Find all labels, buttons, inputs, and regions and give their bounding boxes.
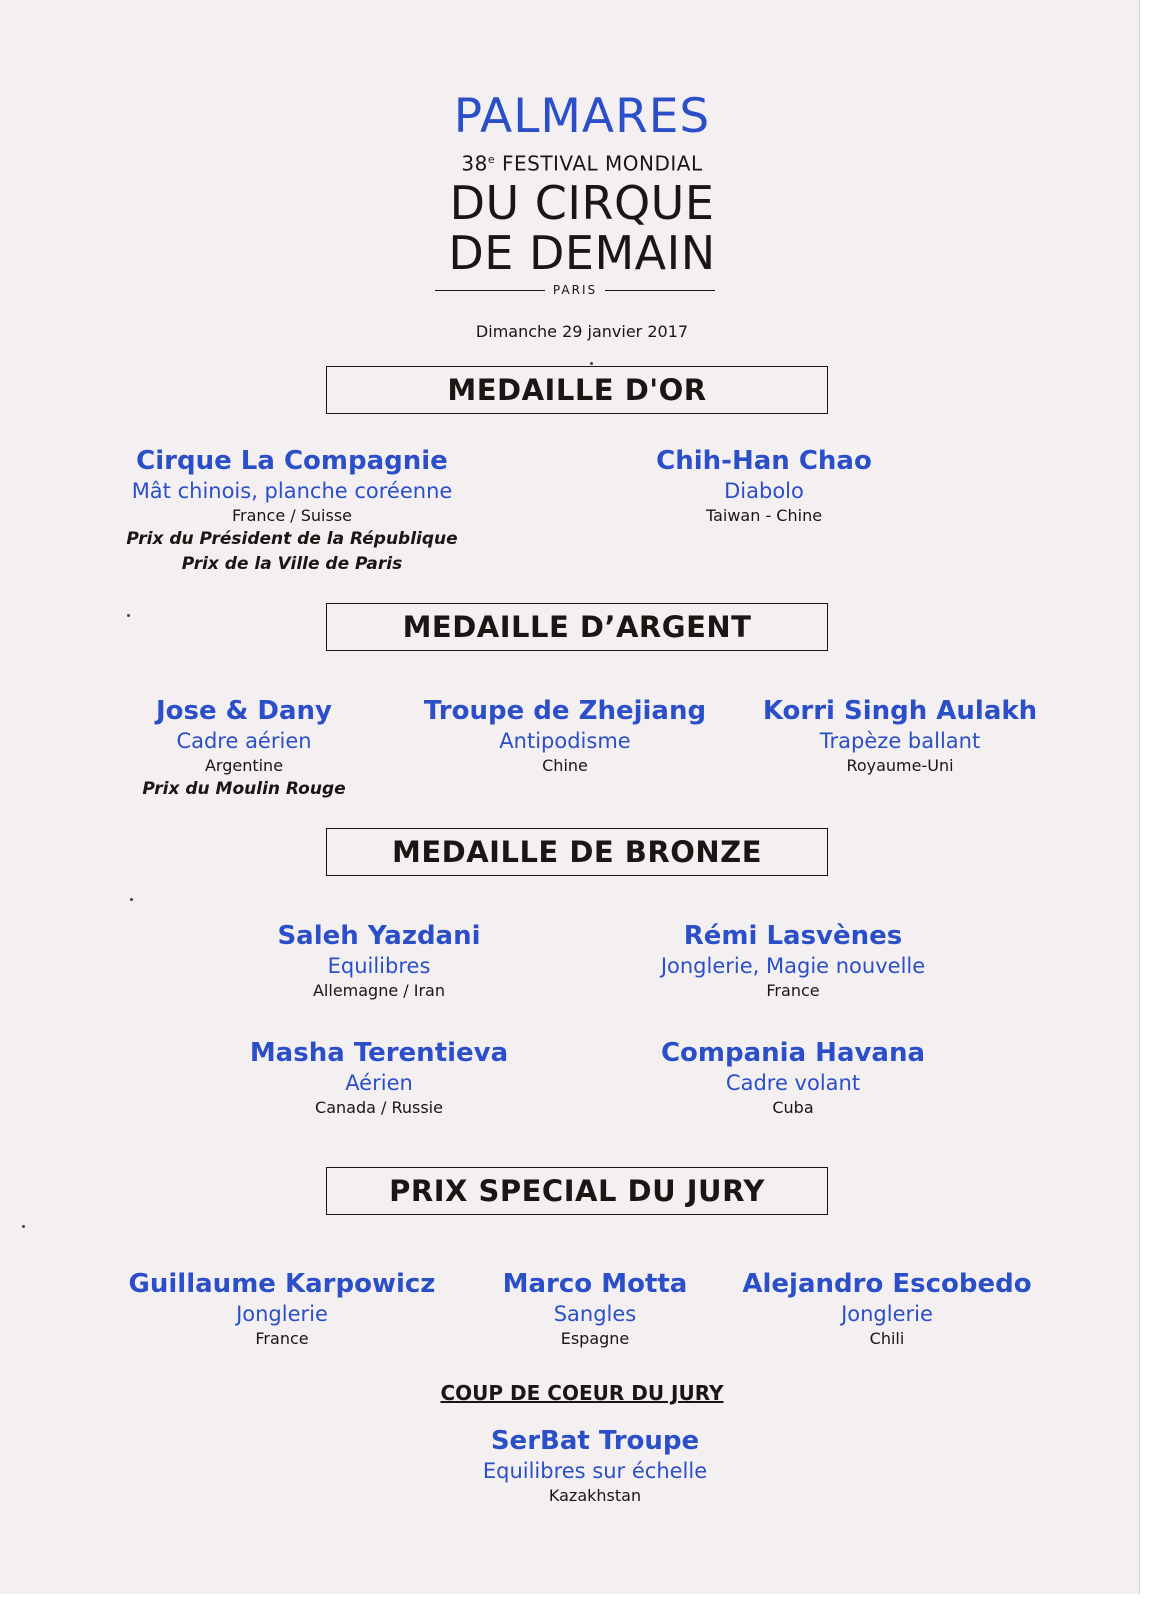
country: Royaume-Uni (846, 756, 954, 775)
artist-name: Rémi Lasvènes (683, 921, 903, 951)
section-medaille-bronze: MEDAILLE DE BRONZE (326, 828, 828, 876)
discipline: Cadre volant (725, 1071, 861, 1095)
special-prize: Prix de la Ville de Paris (181, 554, 403, 574)
artist-name: Marco Motta (502, 1269, 688, 1299)
event-date: Dimanche 29 janvier 2017 (475, 322, 689, 341)
discipline: Cadre aérien (176, 729, 312, 753)
discipline: Equilibres (327, 954, 431, 978)
award-entry (365, 1424, 825, 1507)
artist-name: Compania Havana (660, 1038, 926, 1068)
award-entry (149, 919, 609, 1002)
section-medaille-argent: MEDAILLE D’ARGENT (326, 603, 828, 651)
scan-speck (130, 898, 133, 901)
scan-speck (127, 614, 130, 617)
scan-speck (590, 362, 593, 365)
country: Cuba (772, 1098, 814, 1117)
artist-name: Jose & Dany (155, 696, 332, 726)
country: Kazakhstan (548, 1486, 642, 1505)
section-medaille-or: MEDAILLE D'OR (326, 366, 828, 414)
country: Chili (869, 1329, 905, 1348)
discipline: Diabolo (724, 479, 804, 503)
award-entry (534, 444, 994, 527)
discipline: Antipodisme (499, 729, 631, 753)
discipline: Jonglerie (236, 1302, 328, 1326)
artist-name: Masha Terentieva (249, 1038, 509, 1068)
title-line-1: DU CIRQUE (449, 176, 715, 230)
discipline: Trapèze ballant (819, 729, 981, 753)
artist-name: Chih-Han Chao (656, 446, 872, 476)
city-label: PARIS (552, 283, 598, 297)
award-entry (563, 1036, 1023, 1119)
title-line-2: DE DEMAIN (448, 226, 716, 280)
award-entry (62, 444, 522, 577)
award-entry (563, 919, 1023, 1002)
section-prix-special-jury: PRIX SPECIAL DU JURY (326, 1167, 828, 1215)
award-entry (670, 694, 1130, 777)
artist-name: Guillaume Karpowicz (128, 1269, 436, 1299)
country: Chine (542, 756, 588, 775)
city-row (435, 282, 715, 298)
divider-left (435, 290, 545, 291)
discipline: Sangles (553, 1302, 637, 1326)
country: France (255, 1329, 309, 1348)
artist-name: Saleh Yazdani (277, 921, 481, 951)
festival-number: 38 (461, 151, 488, 176)
country: Espagne (560, 1329, 630, 1348)
country: Allemagne / Iran (312, 981, 445, 1000)
page-bottom-edge (0, 1594, 1164, 1600)
country: Argentine (204, 756, 284, 775)
award-entry (657, 1267, 1117, 1350)
artist-name: SerBat Troupe (490, 1426, 700, 1456)
discipline: Equilibres sur échelle (482, 1459, 708, 1483)
special-prize: Prix du Moulin Rouge (142, 779, 346, 799)
scan-speck (22, 1225, 25, 1228)
country: Canada / Russie (315, 1098, 443, 1117)
artist-name: Korri Singh Aulakh (762, 696, 1038, 726)
discipline: Aérien (345, 1071, 413, 1095)
special-prize: Prix du Président de la République (126, 529, 458, 549)
award-entry (149, 1036, 609, 1119)
festival-subtitle (0, 148, 1164, 176)
discipline: Jonglerie (841, 1302, 933, 1326)
country: Taiwan - Chine (705, 506, 823, 525)
artist-name: Alejandro Escobedo (742, 1269, 1032, 1299)
country: France (766, 981, 820, 1000)
discipline: Jonglerie, Magie nouvelle (660, 954, 926, 978)
coup-de-coeur-heading: COUP DE COEUR DU JURY (440, 1381, 724, 1405)
discipline: Mât chinois, planche coréenne (131, 479, 453, 503)
divider-right (605, 290, 715, 291)
artist-name: Troupe de Zhejiang (423, 696, 707, 726)
artist-name: Cirque La Compagnie (136, 446, 448, 476)
festival-superscript: e (487, 153, 496, 166)
palmares-title: PALMARES (453, 89, 711, 144)
festival-name: FESTIVAL MONDIAL (495, 151, 703, 176)
country: France / Suisse (231, 506, 353, 525)
